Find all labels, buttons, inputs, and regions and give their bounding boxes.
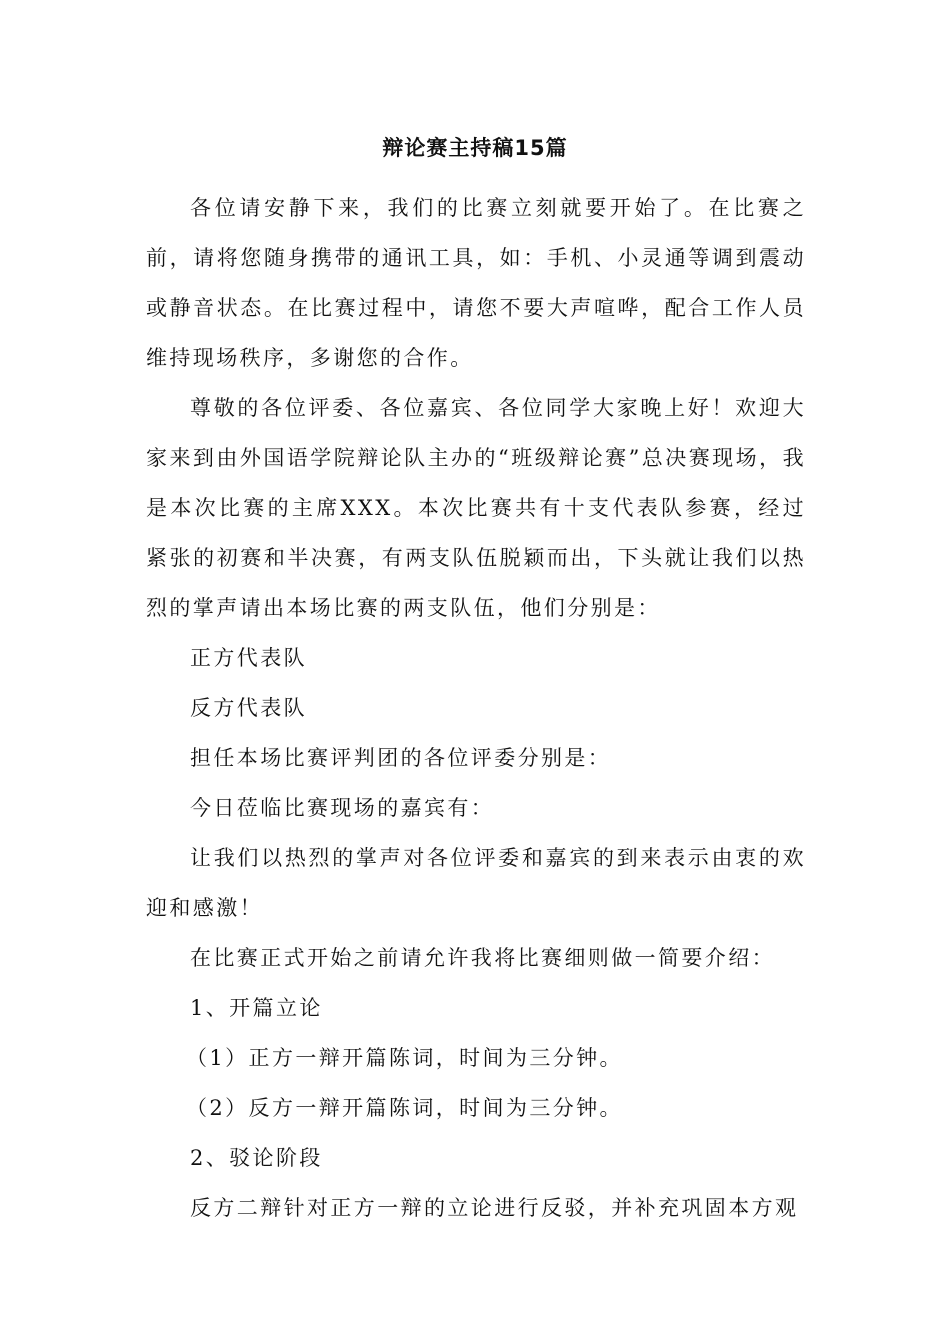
document-title: 辩论赛主持稿15篇	[382, 136, 568, 160]
paragraph-guests: 今日莅临比赛现场的嘉宾有：	[190, 796, 495, 820]
section-heading-opening: 1、开篇立论	[190, 996, 323, 1020]
document-body	[146, 183, 806, 1233]
paragraph-negative-team: 反方代表队	[190, 696, 307, 720]
section-heading-rebuttal: 2、驳论阶段	[190, 1146, 323, 1170]
paragraph-applause: 让我们以热烈的掌声对各位评委和嘉宾的到来表示由衷的欢迎和感激！	[146, 846, 806, 920]
paragraph-welcome: 尊敬的各位评委、各位嘉宾、各位同学大家晚上好！欢迎大家来到由外国语学院辩论队主办的“班级辩论赛”总决赛现场，我是本次比赛的主席XXX。本次比赛共有十支代表队参赛，经过紧张的初赛和半决赛，有两支队伍脱颖而出，下头就让我们以热烈的掌声请出本场比赛的两支队伍，他们分别是：	[146, 396, 806, 620]
paragraph-rules-intro: 在比赛正式开始之前请允许我将比赛细则做一简要介绍：	[190, 946, 775, 970]
paragraph-audience-notice: 各位请安静下来，我们的比赛立刻就要开始了。在比赛之前，请将您随身携带的通讯工具，如：手机、小灵通等调到震动或静音状态。在比赛过程中，请您不要大声喧哗，配合工作人员维持现场秩序，多谢您的合作。	[146, 196, 806, 370]
paragraph-rebuttal: 反方二辩针对正方一辩的立论进行反驳，并补充巩固本方观	[190, 1196, 799, 1220]
paragraph-affirmative-team: 正方代表队	[190, 646, 307, 670]
paragraph-judges: 担任本场比赛评判团的各位评委分别是：	[190, 746, 612, 770]
list-item-opening-2: （2）反方一辩开篇陈词，时间为三分钟。	[186, 1096, 623, 1120]
list-item-opening-1: （1）正方一辩开篇陈词，时间为三分钟。	[186, 1046, 623, 1070]
